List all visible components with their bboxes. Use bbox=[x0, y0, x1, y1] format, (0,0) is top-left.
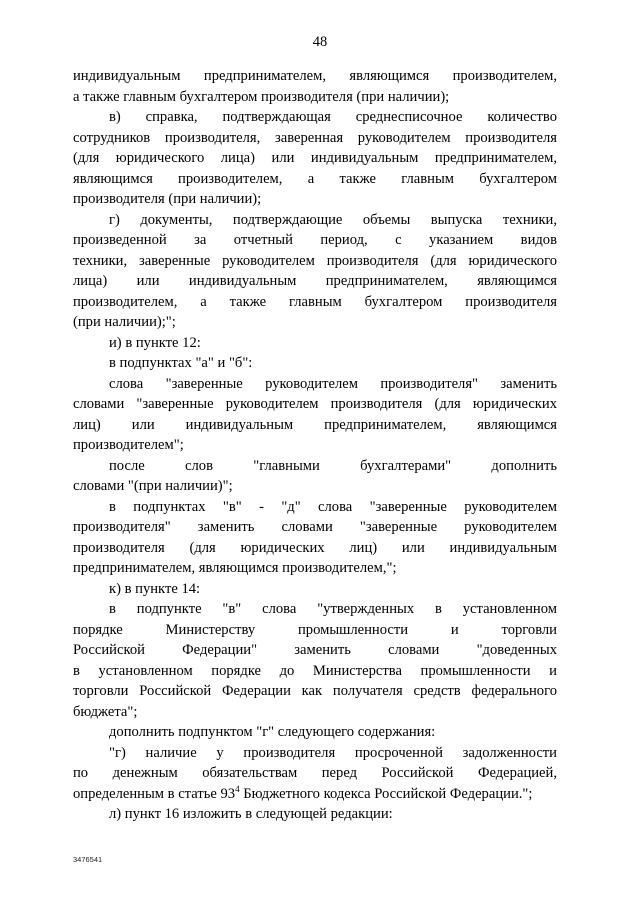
text-line: лиц) или индивидуальным предпринимателем, являющимся bbox=[73, 416, 557, 433]
text-line: г) документы, подтверждающие объемы выпуска техники, bbox=[109, 211, 557, 228]
paragraph-words-replace bbox=[73, 374, 557, 456]
text-line: техники, заверенные руководителем производителя (для юридического bbox=[73, 252, 557, 269]
text-line: производителем"; bbox=[73, 437, 184, 453]
document-id: 3476541 bbox=[73, 855, 103, 864]
text-line: порядке Министерству промышленности и торговли bbox=[73, 621, 557, 638]
superscript: 4 bbox=[235, 783, 240, 794]
text-line: предпринимателем, являющимся производителем,"; bbox=[73, 560, 397, 576]
paragraph-item-v bbox=[73, 107, 557, 210]
paragraph-item-l bbox=[73, 804, 557, 825]
text-line: лица) или индивидуальным предпринимателем, являющимся bbox=[73, 273, 557, 289]
text-line: произведенной за отчетный период, с указанием видов bbox=[73, 232, 557, 248]
text-line: в подпункте "в" слова "утвержденных в установленном bbox=[109, 601, 557, 617]
paragraph-after-words bbox=[73, 456, 557, 497]
text-line: в) справка, подтверждающая среднесписочное количество bbox=[109, 109, 557, 125]
paragraph-add-subitem-g bbox=[73, 722, 557, 743]
text-line: к) в пункте 14: bbox=[109, 580, 201, 597]
text-line: словами "заверенные руководителем производителя (для юридических bbox=[73, 396, 557, 412]
text-line: производителем, а также главным бухгалтером производителя bbox=[73, 293, 557, 310]
text-line: в подпунктах "в" - "д" слова "заверенные руководителем bbox=[109, 498, 557, 515]
text-line: в подпунктах "а" и "б": bbox=[109, 355, 253, 371]
paragraph-item-g bbox=[73, 210, 557, 333]
text-line: и) в пункте 12: bbox=[109, 334, 201, 351]
text-fragment: определенным в статье 93 bbox=[73, 785, 236, 802]
page-number: 48 bbox=[312, 34, 328, 50]
text-fragment: Бюджетного кодекса Российской Федерации."; bbox=[239, 785, 533, 802]
paragraph-subitems-a-b bbox=[73, 353, 557, 374]
text-line: после слов "главными бухгалтерами" дополнить bbox=[109, 457, 557, 474]
document-body bbox=[73, 66, 557, 825]
paragraph-subitem-g-text bbox=[73, 743, 557, 805]
text-line: слова "заверенные руководителем производителя" заменить bbox=[109, 375, 557, 392]
text-line: по денежным обязательствам перед Российской Федерацией, bbox=[73, 765, 557, 781]
paragraph-continuation bbox=[73, 66, 557, 107]
text-line bbox=[73, 784, 557, 805]
text-line: дополнить подпунктом "г" следующего содержания: bbox=[109, 724, 436, 740]
text-line: сотрудников производителя, заверенная руководителем производителя bbox=[73, 129, 557, 146]
text-line: производителя (для юридических лиц) или индивидуальным bbox=[73, 539, 557, 556]
paragraph-item-i bbox=[73, 333, 557, 354]
text-line: в установленном порядке до Министерства промышленности и bbox=[73, 662, 557, 679]
paragraph-item-k bbox=[73, 579, 557, 600]
paragraph-subitem-v bbox=[73, 599, 557, 722]
text-line: "г) наличие у производителя просроченной задолженности bbox=[109, 744, 557, 761]
text-line: производителя (при наличии); bbox=[73, 191, 262, 207]
text-line: л) пункт 16 изложить в следующей редакции: bbox=[109, 806, 393, 822]
text-line: (при наличии);"; bbox=[73, 314, 176, 330]
text-line: торговли Российской Федерации как получателя средств федерального bbox=[73, 683, 557, 699]
text-line: Российской Федерации" заменить словами "доведенных bbox=[73, 642, 557, 658]
paragraph-subitems-v-d bbox=[73, 497, 557, 579]
text-line: а также главным бухгалтером производителя (при наличии); bbox=[73, 88, 450, 105]
text-line: индивидуальным предпринимателем, являющимся производителем, bbox=[73, 68, 557, 84]
text-line: словами "(при наличии)"; bbox=[73, 478, 233, 494]
text-line: (для юридического лица) или индивидуальным предпринимателем, bbox=[73, 150, 557, 166]
text-line: производителя" заменить словами "заверенные руководителем bbox=[73, 519, 557, 535]
text-line: являющимся производителем, а также главным бухгалтером bbox=[73, 170, 557, 187]
text-line: бюджета"; bbox=[73, 703, 138, 720]
